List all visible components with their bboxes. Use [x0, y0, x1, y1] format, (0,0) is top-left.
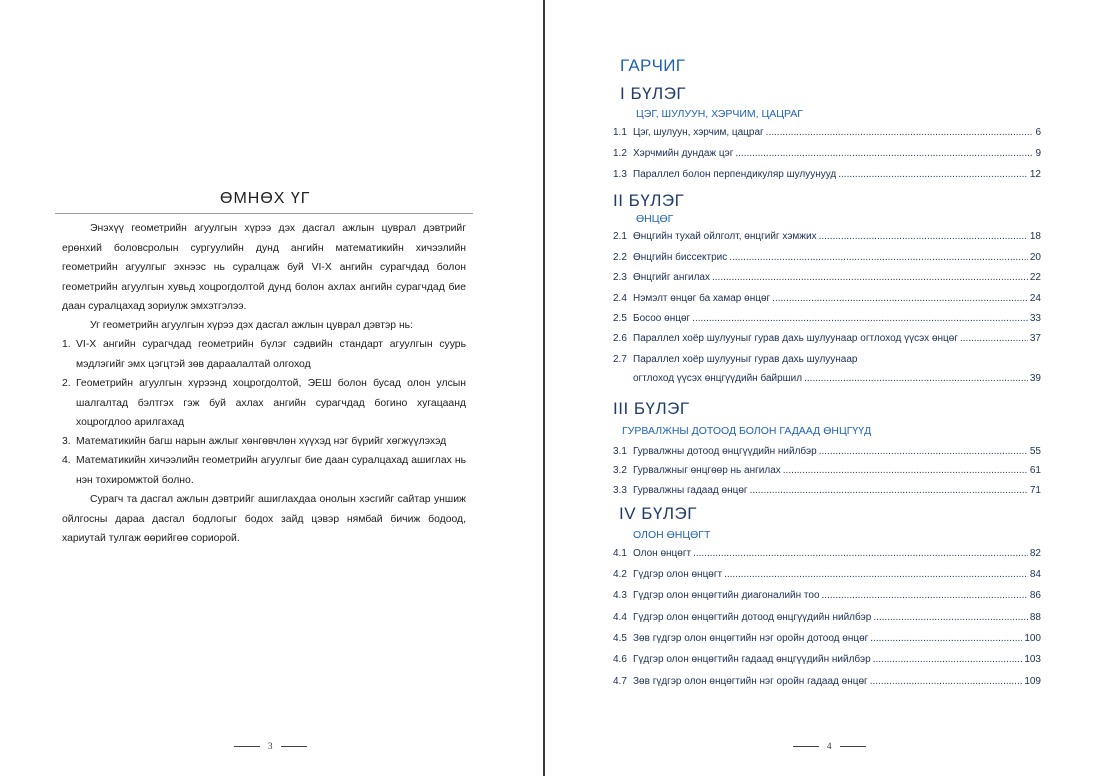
toc-entry-page: 22 — [1029, 272, 1041, 283]
toc-leader — [822, 589, 1028, 602]
right-page — [545, 0, 1096, 776]
toc-leader — [766, 126, 1034, 139]
toc-entry[interactable] — [613, 445, 1041, 458]
toc-entry-page: 18 — [1029, 231, 1041, 242]
toc-leader — [804, 372, 1028, 385]
toc-entry[interactable] — [613, 332, 1041, 345]
list-item — [62, 374, 466, 433]
toc-entry-page: 82 — [1029, 548, 1041, 559]
page-footer — [226, 741, 315, 751]
toc-entry-page: 103 — [1024, 654, 1041, 665]
toc-entry-label: Гурвалжны гадаад өнцөг — [633, 485, 748, 496]
toc-entry-page: 86 — [1029, 590, 1041, 601]
toc-title: ГАРЧИГ — [620, 56, 686, 75]
toc-entry-number: 3.1 — [613, 446, 627, 457]
toc-entry-page: 37 — [1029, 333, 1041, 344]
toc-entry[interactable] — [613, 484, 1041, 497]
toc-leader — [693, 547, 1028, 560]
toc-entry-page: 55 — [1029, 446, 1041, 457]
list-item-text: Математикийн багш нарын ажлыг хөнгөвчлөн хүүхэд нэг бүрийг хөгжүүлэхэд — [76, 436, 447, 447]
preface-heading: ӨМНӨХ ҮГ — [220, 190, 311, 207]
toc-leader — [819, 230, 1028, 243]
footer-dash — [281, 746, 307, 747]
toc-entry-page: 33 — [1029, 313, 1041, 324]
toc-entry-number: 2.6 — [613, 333, 627, 344]
toc-entry-number: 4.2 — [613, 569, 627, 580]
list-item — [62, 335, 466, 374]
list-item — [62, 451, 466, 490]
toc-leader — [838, 168, 1028, 181]
toc-entry-number: 4.3 — [613, 590, 627, 601]
toc-entry[interactable] — [613, 632, 1041, 645]
toc-entry-number: 2.5 — [613, 313, 627, 324]
list-item-number: 3. — [62, 436, 71, 447]
toc-leader — [772, 292, 1028, 305]
toc-entry-number: 2.7 — [613, 354, 627, 365]
toc-leader — [712, 271, 1028, 284]
toc-entry-number: 4.5 — [613, 633, 627, 644]
list-item — [62, 432, 466, 452]
toc-entry-page: 88 — [1029, 612, 1041, 623]
toc-leader — [783, 464, 1028, 477]
toc-entry[interactable] — [613, 126, 1041, 139]
toc-entry[interactable] — [613, 271, 1041, 284]
preface-paragraph: Сурагч та дасгал ажлын дэвтрийг ашиглахдаа онолын хэсгийг сайтар уншиж ойлгосны дараа дасгал бодлогыг бодох зайд цэвэр нямбай бичиж бодоод, хариутай тулгаж өөрийгөө сориорой. — [62, 494, 466, 544]
toc-entry-page: 9 — [1035, 148, 1041, 159]
toc-entry-label: Гүдгэр олон өнцөгтийн дотоод өнцгүүдийн нийлбэр — [633, 612, 872, 623]
toc-entry[interactable] — [613, 568, 1041, 581]
toc-entry[interactable] — [613, 589, 1041, 602]
list-item-number: 2. — [62, 378, 71, 389]
chapter-subtitle: ГУРВАЛЖНЫ ДОТООД БОЛОН ГАДААД ӨНЦГҮҮД — [622, 425, 872, 437]
toc-entry-label: Зөв гүдгэр олон өнцөгтийн нэг оройн гадаад өнцөг — [633, 676, 868, 687]
toc-entry-page: 20 — [1029, 252, 1041, 263]
toc-entry-label: Өнцгийн биссектрис — [633, 252, 728, 263]
list-item-text: Геометрийн агуулгын хүрээнд хоцрогдолтой, ЭЕШ болон бусад олон улсын шалгалтад бэлтгэх гэж буй ахлах ангийн сурагчдад богино хугацаанд хоцрогдлоо арилгахад — [76, 378, 466, 428]
preface-paragraph: Уг геометрийн агуулгын хүрээ дэх дасгал ажлын цуврал дэвтэр нь: — [90, 320, 413, 331]
toc-leader — [735, 147, 1033, 160]
list-item-text: Математикийн хичээлийн геометрийн агуулгыг бие даан суралцахад ашиглах нь нэн тохиромжтой болно. — [76, 455, 466, 486]
toc-entry[interactable] — [613, 251, 1041, 264]
toc-entry[interactable] — [613, 653, 1041, 666]
footer-dash — [793, 746, 819, 747]
toc-entry[interactable] — [613, 292, 1041, 305]
toc-leader — [873, 611, 1028, 624]
toc-leader — [870, 675, 1023, 688]
toc-entry-page: 100 — [1024, 633, 1041, 644]
toc-entry[interactable] — [613, 353, 1041, 385]
list-item-number: 4. — [62, 455, 71, 466]
toc-entry-label: Зөв гүдгэр олон өнцөгтийн нэг оройн дотоод өнцөг — [633, 633, 869, 644]
footer-dash — [234, 746, 260, 747]
toc-entry-page: 6 — [1035, 127, 1041, 138]
toc-entry[interactable] — [613, 168, 1041, 181]
chapter-subtitle: ӨНЦӨГ — [636, 213, 674, 225]
toc-entry-page: 109 — [1024, 676, 1041, 687]
toc-leader — [724, 568, 1028, 581]
toc-entry-number: 2.2 — [613, 252, 627, 263]
toc-entry-page: 39 — [1029, 373, 1041, 384]
toc-entry-number: 2.3 — [613, 272, 627, 283]
toc-entry[interactable] — [613, 464, 1041, 477]
left-page — [0, 0, 543, 776]
toc-entry-label: Гүдгэр олон өнцөгтийн диагоналийн тоо — [633, 590, 820, 601]
toc-entry-page: 61 — [1029, 465, 1041, 476]
page-number: 3 — [268, 741, 273, 751]
page-footer — [785, 741, 874, 751]
chapter-title: II БҮЛЭГ — [613, 191, 685, 210]
toc-leader — [729, 251, 1028, 264]
toc-entry-label: Цэг, шулуун, хэрчим, цацраг — [633, 127, 764, 138]
toc-entry-page: 84 — [1029, 569, 1041, 580]
toc-entry-number: 3.2 — [613, 465, 627, 476]
toc-entry-number: 4.4 — [613, 612, 627, 623]
toc-entry[interactable] — [613, 230, 1041, 243]
toc-leader — [819, 445, 1028, 458]
toc-entry-number: 2.4 — [613, 293, 627, 304]
toc-entry-number: 1.1 — [613, 127, 627, 138]
chapter-title: I БҮЛЭГ — [620, 84, 687, 103]
list-item-text: VI-X ангийн сурагчдад геометрийн бүлэг сэдвийн стандарт агуулгын суурь мэдлэгийг эмх цэгцтэй зөв дараалалтай олгоход — [76, 339, 466, 370]
toc-entry-label: Нэмэлт өнцөг ба хамар өнцөг — [633, 293, 771, 304]
toc-leader — [870, 632, 1022, 645]
toc-leader — [750, 484, 1028, 497]
toc-leader — [873, 653, 1023, 666]
toc-entry-label: Гүдгэр олон өнцөгтийн гадаад өнцгүүдийн нийлбэр — [633, 654, 871, 665]
toc-entry-number: 2.1 — [613, 231, 627, 242]
toc-entry-label: Гурвалжныг өнцгөөр нь ангилах — [633, 465, 781, 476]
toc-entry[interactable] — [613, 312, 1041, 325]
toc-entry-page: 12 — [1029, 169, 1041, 180]
toc-entry-label: Параллел хоёр шулууныг гурав дахь шулуунаар — [633, 354, 858, 365]
heading-divider — [55, 213, 473, 214]
toc-leader — [960, 332, 1028, 345]
toc-entry-number: 1.3 — [613, 169, 627, 180]
toc-entry-label: Өнцгийн тухай ойлголт, өнцгийг хэмжих — [633, 231, 817, 242]
toc-entry[interactable] — [613, 675, 1041, 688]
toc-entry-label: Өнцгийг ангилах — [633, 272, 710, 283]
page-number: 4 — [827, 741, 832, 751]
toc-entry-label: огтлоход үүсэх өнцгүүдийн байршил — [633, 373, 803, 384]
toc-entry-label: Хэрчмийн дундаж цэг — [633, 148, 734, 159]
footer-dash — [840, 746, 866, 747]
toc-entry-label: Гурвалжны дотоод өнцгүүдийн нийлбэр — [633, 446, 817, 457]
toc-entry-page: 24 — [1029, 293, 1041, 304]
toc-entry-number: 3.3 — [613, 485, 627, 496]
toc-entry-label: Олон өнцөгт — [633, 548, 692, 559]
toc-entry-number: 4.1 — [613, 548, 627, 559]
toc-entry-label: Параллел болон перпендикуляр шулуунууд — [633, 169, 837, 180]
toc-entry[interactable] — [613, 147, 1041, 160]
chapter-subtitle: ОЛОН ӨНЦӨГТ — [633, 529, 711, 541]
toc-entry-number: 1.2 — [613, 148, 627, 159]
toc-entry-label: Гүдгэр олон өнцөгт — [633, 569, 723, 580]
list-item-number: 1. — [62, 339, 71, 350]
chapter-title: III БҮЛЭГ — [613, 399, 690, 418]
toc-entry-number: 4.6 — [613, 654, 627, 665]
chapter-title: IV БҮЛЭГ — [619, 504, 697, 523]
toc-entry-label: Параллел хоёр шулууныг гурав дахь шулуунаар огтлоход үүсэх өнцөг — [633, 333, 958, 344]
toc-leader — [692, 312, 1028, 325]
preface-paragraph: Энэхүү геометрийн агуулгын хүрээ дэх дасгал ажлын цуврал дэвтрийг ерөнхий боловсролын сургуулийн дунд ангийн математикийн хичээлийн геометрийн агуулгыг эхнээс нь суралцаж буй VI-X ангийн сурагчдад болон геометрийн агуулгын хувьд хоцрогдолтой дунд болон ахлах ангийн сурагчдад бие даан суралцахад зориулж эмхэтгэлээ. — [62, 223, 466, 312]
toc-entry-number: 4.7 — [613, 676, 627, 687]
chapter-subtitle: ЦЭГ, ШУЛУУН, ХЭРЧИМ, ЦАЦРАГ — [636, 108, 803, 120]
toc-entry-page: 71 — [1029, 485, 1041, 496]
toc-entry[interactable] — [613, 611, 1041, 624]
toc-entry[interactable] — [613, 547, 1041, 560]
toc-entry-label: Босоо өнцөг — [633, 313, 691, 324]
